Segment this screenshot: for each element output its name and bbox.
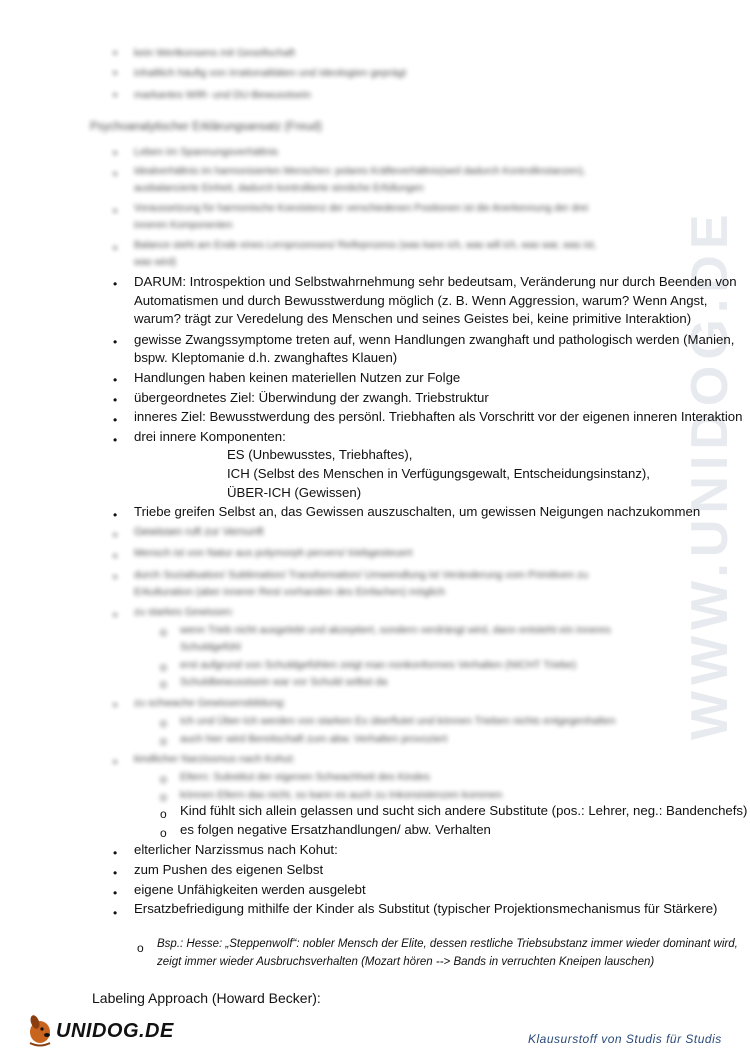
bullet: • bbox=[113, 46, 118, 60]
list-item: übergeordnetes Ziel: Überwindung der zwangh. Triebstruktur bbox=[134, 390, 489, 405]
bullet: • bbox=[113, 549, 118, 563]
bullet: • bbox=[113, 204, 118, 218]
list-item-zwang-2: bspw. Kleptomanie d.h. zwanghaftes Klauen) bbox=[134, 350, 398, 365]
sub-bullet: o bbox=[160, 790, 167, 804]
bullet: • bbox=[113, 373, 118, 387]
bullet: • bbox=[113, 413, 118, 427]
sub-item: können Eltern das nicht, so kann es auch zu Inkonsistenzen kommen bbox=[180, 789, 503, 801]
list-item-cont: was wird) bbox=[134, 257, 177, 268]
list-item: Gewissen ruft zur Vernunft bbox=[134, 526, 264, 538]
bullet: • bbox=[113, 570, 118, 584]
logo-text: UNIDOG.DE bbox=[56, 1020, 174, 1042]
bullet: • bbox=[113, 698, 118, 712]
sub-bullet: o bbox=[160, 677, 167, 691]
sub-item: Eltern: Substitut der eigenen Schwachheit des Kindes bbox=[180, 771, 430, 783]
sub-item: erst aufgrund von Schuldgefühlen zeigt man nonkonformes Verhalten (NICHT Triebe) bbox=[180, 659, 577, 671]
bullet: • bbox=[113, 528, 118, 542]
list-item: elterlicher Narzissmus nach Kohut: bbox=[134, 842, 338, 857]
bullet: • bbox=[113, 508, 118, 522]
bullet: • bbox=[113, 66, 118, 80]
section-heading-labeling: Labeling Approach (Howard Becker): bbox=[92, 990, 321, 1006]
list-item-zwang-1: gewisse Zwangssymptome treten auf, wenn Handlungen zwanghaft und pathologisch werden (Manien, bbox=[134, 332, 735, 347]
example-line-2: zeigt immer wieder Ausbruchsverhalten (Mozart hören --> Bands in verruchten Kneipen lauschen) bbox=[157, 956, 655, 968]
component-es: ES (Unbewusstes, Triebhaftes), bbox=[227, 447, 413, 462]
list-item-cont: Erkulturation (aber innerer Rest vorhanden des Einfachen) möglich bbox=[134, 586, 446, 598]
bullet: • bbox=[113, 241, 118, 255]
sub-item-cont: Schuldgefühl bbox=[180, 641, 241, 653]
list-item-darum-3: warum? trägt zur Veredelung des Menschen und seines Geistes bei, keine primitive Interaktion) bbox=[134, 311, 692, 326]
sub-item: auch hier wird Bereitschaft zum abw. Verhalten provoziert bbox=[180, 733, 448, 745]
component-ich: ICH (Selbst des Menschen in Verfügungsgewalt, Entscheidungsinstanz), bbox=[227, 466, 650, 481]
list-item: zum Pushen des eigenen Selbst bbox=[134, 862, 324, 877]
sub-bullet: o bbox=[160, 826, 167, 840]
sub-item: Schuldbewusstsein war vor Schuld selbst da bbox=[180, 676, 388, 688]
list-item: kindlicher Narzissmus nach Kohut: bbox=[134, 753, 296, 765]
sub-item: Ich und Über-Ich werden von starken Es überflutet und können Trieben nichts entgegenhalten bbox=[180, 715, 616, 727]
list-item: Idealverhältnis im harmonisierten Menschen: polares Kräfteverhältnis(weil dadurch Kontrollinstanzen), bbox=[134, 166, 586, 177]
list-item: markantes WIR- und DU-Bewusstsein bbox=[134, 89, 311, 101]
sub-item: wenn Trieb nicht ausgelebt und akzeptiert, sondern verdrängt wird, dann entsteht ein inneres bbox=[180, 624, 611, 636]
sub-bullet: o bbox=[160, 772, 167, 786]
list-item: inhaltlich häufig von Irrationalitäten und Ideologien geprägt bbox=[134, 67, 407, 79]
list-item: Ersatzbefriedigung mithilfe der Kinder als Substitut (typischer Projektionsmechanismus für Stärkere) bbox=[134, 901, 718, 916]
example-line-1: Bsp.: Hesse: „Steppenwolf“: nobler Mensch der Elite, dessen restliche Triebsubstanz immer wieder dominant wird, bbox=[157, 938, 738, 950]
section-heading: Psychoanalytischer Erklärungsansatz (Freud) bbox=[90, 121, 323, 133]
list-item: inneres Ziel: Bewusstwerdung des persönl. Triebhaften als Vorschritt vor der eigenen inneren Interaktion bbox=[134, 409, 743, 424]
bullet: • bbox=[113, 906, 118, 920]
footer-tagline: Klausurstoff von Studis für Studis bbox=[528, 1032, 722, 1046]
list-item: Voraussetzung für harmonische Koexistenz der verschiedenen Positionen ist die Anerkennung der drei bbox=[134, 203, 589, 214]
bullet: • bbox=[113, 335, 118, 349]
sub-bullet: o bbox=[160, 716, 167, 730]
sub-bullet: o bbox=[160, 660, 167, 674]
bullet: • bbox=[113, 393, 118, 407]
bullet: • bbox=[113, 167, 118, 181]
sub-bullet: o bbox=[137, 941, 144, 955]
component-ueberich: ÜBER-ICH (Gewissen) bbox=[227, 485, 362, 500]
bullet: • bbox=[113, 846, 118, 860]
list-item: Handlungen haben keinen materiellen Nutzen zur Folge bbox=[134, 370, 461, 385]
list-item-cont: inneren Komponenten bbox=[134, 220, 233, 231]
list-item-darum-1: DARUM: Introspektion und Selbstwahrnehmung sehr bedeutsam, Veränderung nur durch Beenden von bbox=[134, 274, 737, 289]
bullet: • bbox=[113, 866, 118, 880]
bullet: • bbox=[113, 608, 118, 622]
bullet: • bbox=[113, 433, 118, 447]
bullet: • bbox=[113, 277, 118, 291]
sub-item-ersatz: es folgen negative Ersatzhandlungen/ abw. Verhalten bbox=[180, 822, 491, 837]
list-item: eigene Unfähigkeiten werden ausgelebt bbox=[134, 882, 366, 897]
unidog-logo bbox=[26, 1012, 176, 1048]
list-item: Leben im Spannungsverhältnis bbox=[134, 146, 279, 158]
bullet: • bbox=[113, 755, 118, 769]
bullet: • bbox=[113, 146, 118, 160]
list-item: zu schwache Gewissensbildung: bbox=[134, 697, 286, 709]
list-item: Triebe greifen Selbst an, das Gewissen auszuschalten, um gewissen Neigungen nachzukommen bbox=[134, 504, 701, 519]
bullet: • bbox=[113, 88, 118, 102]
sub-bullet: o bbox=[160, 734, 167, 748]
list-item-cont: ausbalancierte Einheit, dadurch kontrollierte sinnliche Erfüllungen bbox=[134, 183, 424, 194]
list-item: drei innere Komponenten: bbox=[134, 429, 286, 444]
list-item: zu starkes Gewissen: bbox=[134, 606, 234, 618]
list-item-darum-2: Automatismen und durch Bewusstwerdung möglich (z. B. Wenn Aggression, warum? Wenn Angst, bbox=[134, 293, 708, 308]
sub-item-kind: Kind fühlt sich allein gelassen und sucht sich andere Substitute (pos.: Lehrer, neg.: Bandenchefs) bbox=[180, 803, 748, 818]
list-item: Balance steht am Ende eines Lernprozesses/ Reifeprozess (was kann ich, was will ich, was war, was ist, bbox=[134, 240, 597, 251]
list-item: durch Sozialisation/ Sublimation/ Transformation/ Umwendlung ist Veränderung vom Primitiven zu bbox=[134, 569, 589, 581]
list-item: Mensch ist von Natur aus polymorph pervers/ triebgesteuert bbox=[134, 547, 413, 559]
list-item: kein Wertkonsens mit Gesellschaft bbox=[134, 47, 295, 59]
sub-bullet: o bbox=[160, 807, 167, 821]
watermark: WWW.UNIDOG.DE bbox=[681, 208, 739, 740]
sub-bullet: o bbox=[160, 625, 167, 639]
bullet: • bbox=[113, 886, 118, 900]
